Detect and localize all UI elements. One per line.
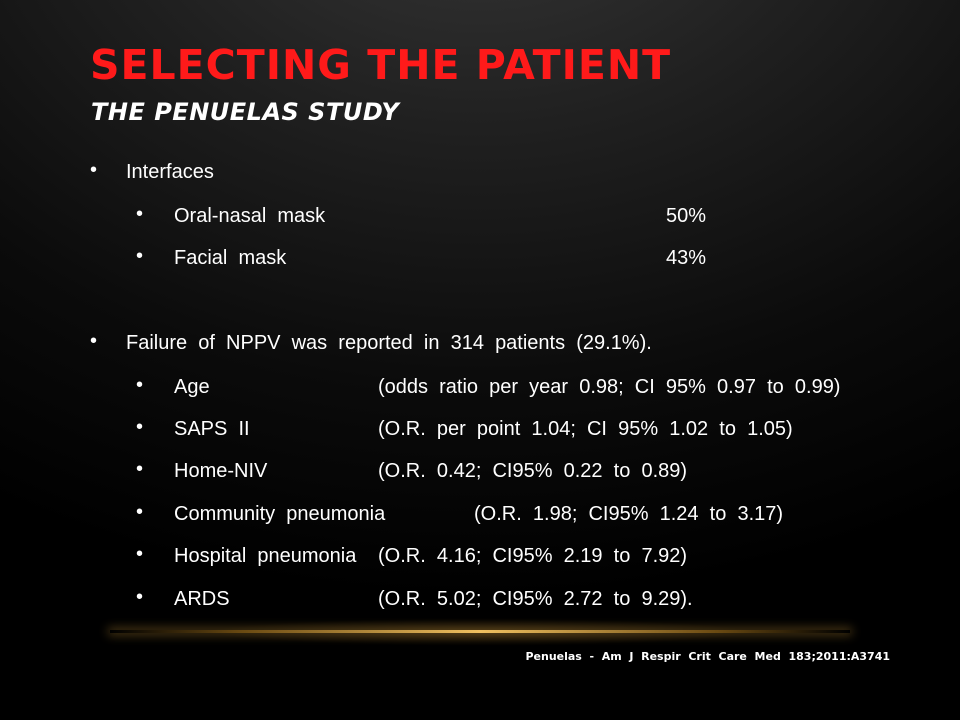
- predictor-name: Community pneumonia: [174, 503, 386, 525]
- bullet-interfaces: [90, 157, 214, 187]
- predictor-item: [136, 414, 793, 444]
- slide-title: SELECTING THE PATIENT: [90, 41, 672, 89]
- interfaces-label: Interfaces: [126, 161, 214, 183]
- predictor-name: SAPS II: [174, 418, 250, 440]
- footer-citation: Penuelas - Am J Respir Crit Care Med 183;2011:A3741: [525, 650, 890, 663]
- predictor-value: (O.R. 0.42; CI95% 0.22 to 0.89): [378, 460, 688, 482]
- predictor-item: [136, 584, 693, 614]
- predictor-value: (O.R. per point 1.04; CI 95% 1.02 to 1.05): [378, 418, 793, 440]
- bullet-failure: [90, 328, 652, 358]
- bullet-icon: •: [136, 586, 144, 608]
- interface-value: 43%: [666, 247, 707, 269]
- predictor-item: [136, 372, 841, 402]
- predictor-name: Age: [174, 376, 210, 398]
- interface-name: Oral-nasal mask: [174, 205, 326, 227]
- interface-item: [136, 201, 707, 231]
- interface-item: [136, 243, 707, 273]
- predictor-name: Hospital pneumonia: [174, 545, 357, 567]
- predictor-item: [136, 541, 688, 571]
- bullet-icon: •: [90, 330, 98, 352]
- predictor-item: [136, 456, 688, 486]
- predictor-value: (O.R. 4.16; CI95% 2.19 to 7.92): [378, 545, 688, 567]
- predictor-name: ARDS: [174, 588, 230, 610]
- bullet-icon: •: [136, 543, 144, 565]
- predictor-name: Home-NIV: [174, 460, 268, 482]
- bullet-icon: •: [90, 159, 98, 181]
- predictor-value: (O.R. 5.02; CI95% 2.72 to 9.29).: [378, 588, 693, 610]
- bullet-icon: •: [136, 203, 144, 225]
- predictor-value: (odds ratio per year 0.98; CI 95% 0.97 to 0.99): [378, 376, 841, 398]
- slide-subtitle: THE PENUELAS STUDY: [91, 98, 400, 126]
- failure-label: Failure of NPPV was reported in 314 patients (29.1%).: [126, 332, 652, 354]
- predictor-value: (O.R. 1.98; CI95% 1.24 to 3.17): [474, 503, 784, 525]
- predictor-item: [136, 499, 784, 529]
- bullet-icon: •: [136, 458, 144, 480]
- bullet-icon: •: [136, 374, 144, 396]
- interface-name: Facial mask: [174, 247, 287, 269]
- bullet-icon: •: [136, 416, 144, 438]
- bullet-icon: •: [136, 245, 144, 267]
- bullet-icon: •: [136, 501, 144, 523]
- divider-glow: [110, 630, 850, 633]
- interface-value: 50%: [666, 205, 707, 227]
